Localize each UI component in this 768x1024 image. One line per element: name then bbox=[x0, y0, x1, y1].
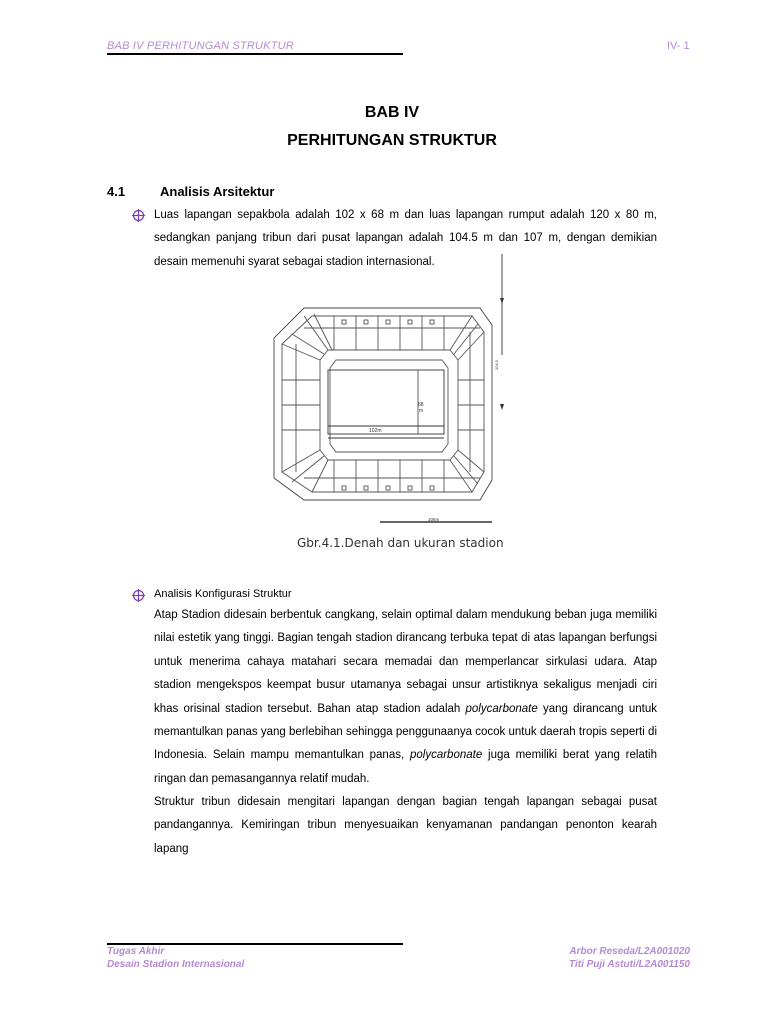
roof-text-1: Atap Stadion didesain berbentuk cangkang, selain optimal dalam mendukung beban juga memiliki nilai estetik yang tinggi. Bagian tengah stadion dirancang terbuka tepat di atas lapangan berfungsi untuk menerima cahaya matahari secara memadai dan memperlancar sirkulasi udara. Atap stadion mengekspos keempat busur utamanya sebagai unsur artistiknya sekaligus menjadi ciri khas orisinal stadion tersebut. Bahan atap stadion adalah bbox=[154, 609, 657, 715]
crosshair-bullet-icon bbox=[132, 589, 145, 602]
roof-material-1: polycarbonate bbox=[465, 702, 538, 715]
overall-length-label: 106m bbox=[428, 517, 440, 522]
bullet1-line-1: Luas lapangan sepakbola adalah 102 x 68 m dan luas lapangan rumput adalah 120 x 80 m, bbox=[154, 209, 657, 221]
crosshair-bullet-icon bbox=[132, 209, 145, 222]
bullet1-line-3: desain memenuhi syarat sebagai stadion internasional. bbox=[154, 255, 435, 268]
figure-caption: Gbr.4.1.Denah dan ukuran stadion bbox=[297, 536, 504, 550]
roof-material-2: polycarbonate bbox=[409, 749, 483, 762]
overall-width-label: 104.5 bbox=[494, 359, 499, 370]
roof-text-3: juga memiliki berat yang relatih ringan dan pemasangannya relatif mudah. bbox=[154, 749, 658, 785]
page-number: IV- 1 bbox=[667, 40, 690, 52]
footer-author-2: Titi Puji Astuti/L2A001150 bbox=[569, 959, 690, 970]
footer-course: Tugas Akhir bbox=[107, 946, 165, 957]
section-number: 4.1 bbox=[107, 184, 126, 199]
subsection-heading: Analisis Konfigurasi Struktur bbox=[154, 588, 292, 600]
roof-text-2: yang dirancang untuk memantulkan panas yang berlebihan sehingga penggunaanya cocok untuk daerah tropis seperti di Indonesia. Selain mampu memantulkan panas, bbox=[154, 702, 657, 762]
footer-rule bbox=[107, 943, 403, 945]
chapter-title: BAB IV bbox=[364, 104, 420, 121]
footer-project-title: Desain Stadion Internasional bbox=[107, 959, 245, 970]
roof-paragraph bbox=[154, 604, 657, 791]
running-header-title: BAB IV PERHITUNGAN STRUKTUR bbox=[107, 40, 294, 52]
field-length-label: 102m bbox=[369, 428, 382, 434]
chapter-subtitle: PERHITUNGAN STRUKTUR bbox=[287, 132, 497, 149]
stadium-plan-figure bbox=[262, 250, 522, 530]
bullet1-line-2: sedangkan panjang tribun dari pusat lapangan adalah 104.5 m dan 107 m, dengan demikian bbox=[154, 232, 657, 245]
section-title: Analisis Arsitektur bbox=[160, 184, 275, 199]
header-rule bbox=[107, 53, 403, 55]
tribune-paragraph: Struktur tribun didesain mengitari lapangan dengan bagian tengah lapangan sebagai pusat pandangannya. Kemiringan tribun menyesuaikan kenyamanan pandangan penonton kearah lapang bbox=[154, 796, 657, 855]
footer-author-1: Arbor Reseda/L2A001020 bbox=[569, 946, 690, 957]
field-width-label: 68 bbox=[418, 402, 424, 408]
field-width-unit: m bbox=[419, 408, 424, 414]
